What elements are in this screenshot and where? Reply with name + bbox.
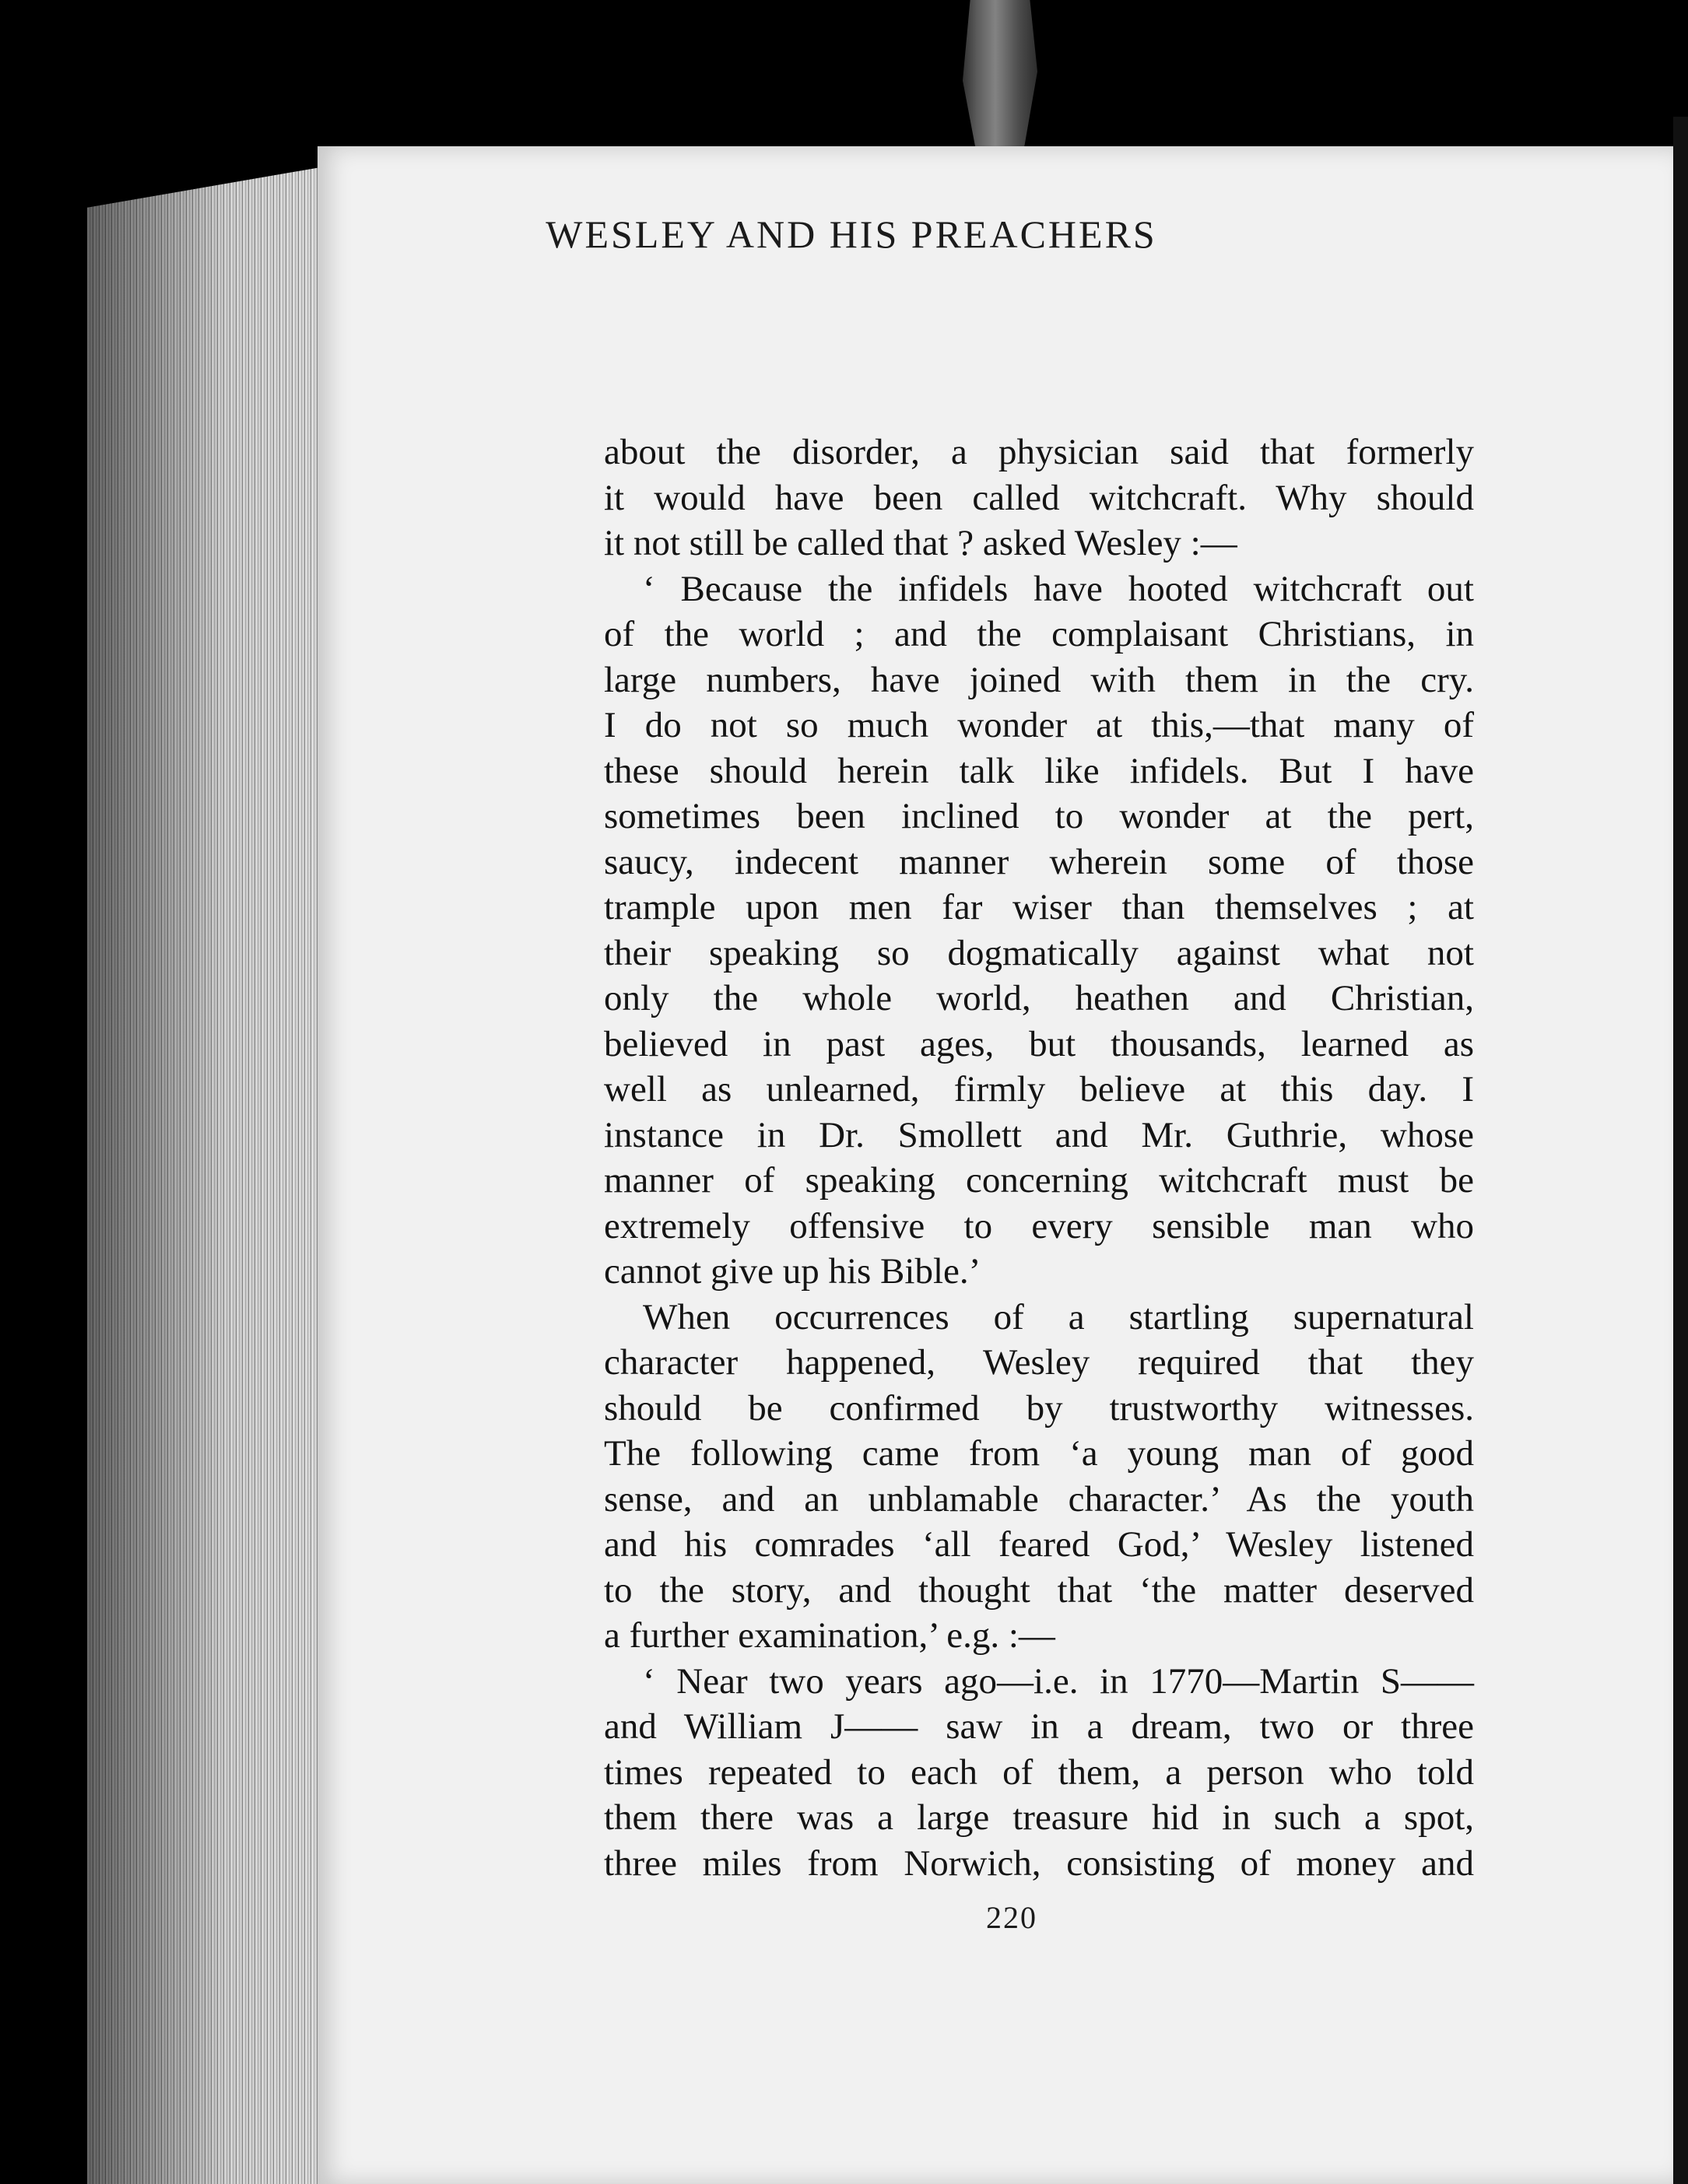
text-line: it not still be called that ? asked Wesley :— [604,523,1237,563]
text-line: should be confirmed by trustworthy witnesses. [604,1387,1474,1429]
text-line: well as unlearned, firmly believe at this day. I [604,1069,1474,1110]
text-line: saucy, indecent manner wherein some of those [604,841,1474,882]
text-line: trample upon men far wiser than themselves ; at [604,887,1474,927]
text-line: character happened, Wesley required that they [604,1342,1474,1383]
page-number: 220 [986,1900,1037,1935]
binding-edge [1673,117,1688,2184]
text-line: of the world ; and the complaisant Christians, in [604,614,1474,654]
text-line: ‘ Near two years ago—i.e. in 1770—Martin S—— [643,1660,1474,1702]
body-text [604,429,1474,1886]
text-line: their speaking so dogmatically against what not [604,932,1474,973]
text-line: instance in Dr. Smollett and Mr. Guthrie, whose [604,1114,1474,1155]
text-line: to the story, and thought that ‘the matter deserved [604,1569,1474,1611]
text-line: times repeated to each of them, a person who told [604,1751,1474,1793]
text-line: manner of speaking concerning witchcraft must be [604,1160,1474,1201]
text-line: and William J—— saw in a dream, two or three [604,1706,1474,1747]
text-line: The following came from ‘a young man of good [604,1433,1474,1474]
page-edges-shadow [87,167,321,2184]
text-line: these should herein talk like infidels. But I have [604,750,1474,791]
text-line: large numbers, have joined with them in the cry. [604,659,1474,700]
text-line: sometimes been inclined to wonder at the pert, [604,796,1474,836]
text-line: believed in past ages, but thousands, learned as [604,1023,1474,1064]
text-line: three miles from Norwich, consisting of money and [604,1842,1474,1884]
text-line: only the whole world, heathen and Christian, [604,978,1474,1018]
text-line: When occurrences of a startling supernatural [643,1296,1474,1337]
text-line: cannot give up his Bible.’ [604,1251,981,1292]
text-line: ‘ Because the infidels have hooted witchcraft out [643,568,1474,609]
text-line: sense, and an unblamable character.’ As the youth [604,1478,1474,1520]
text-line: extremely offensive to every sensible man who [604,1205,1474,1246]
text-line: and his comrades ‘all feared God,’ Wesley listened [604,1524,1474,1565]
running-head: WESLEY AND HIS PREACHERS [546,212,1157,256]
text-line: them there was a large treasure hid in such a spot, [604,1797,1474,1838]
text-line: it would have been called witchcraft. Why should [604,477,1474,518]
text-line: I do not so much wonder at this,—that many of [604,705,1474,745]
text-line: a further examination,’ e.g. :— [604,1615,1055,1656]
text-line: about the disorder, a physician said that formerly [604,432,1474,472]
